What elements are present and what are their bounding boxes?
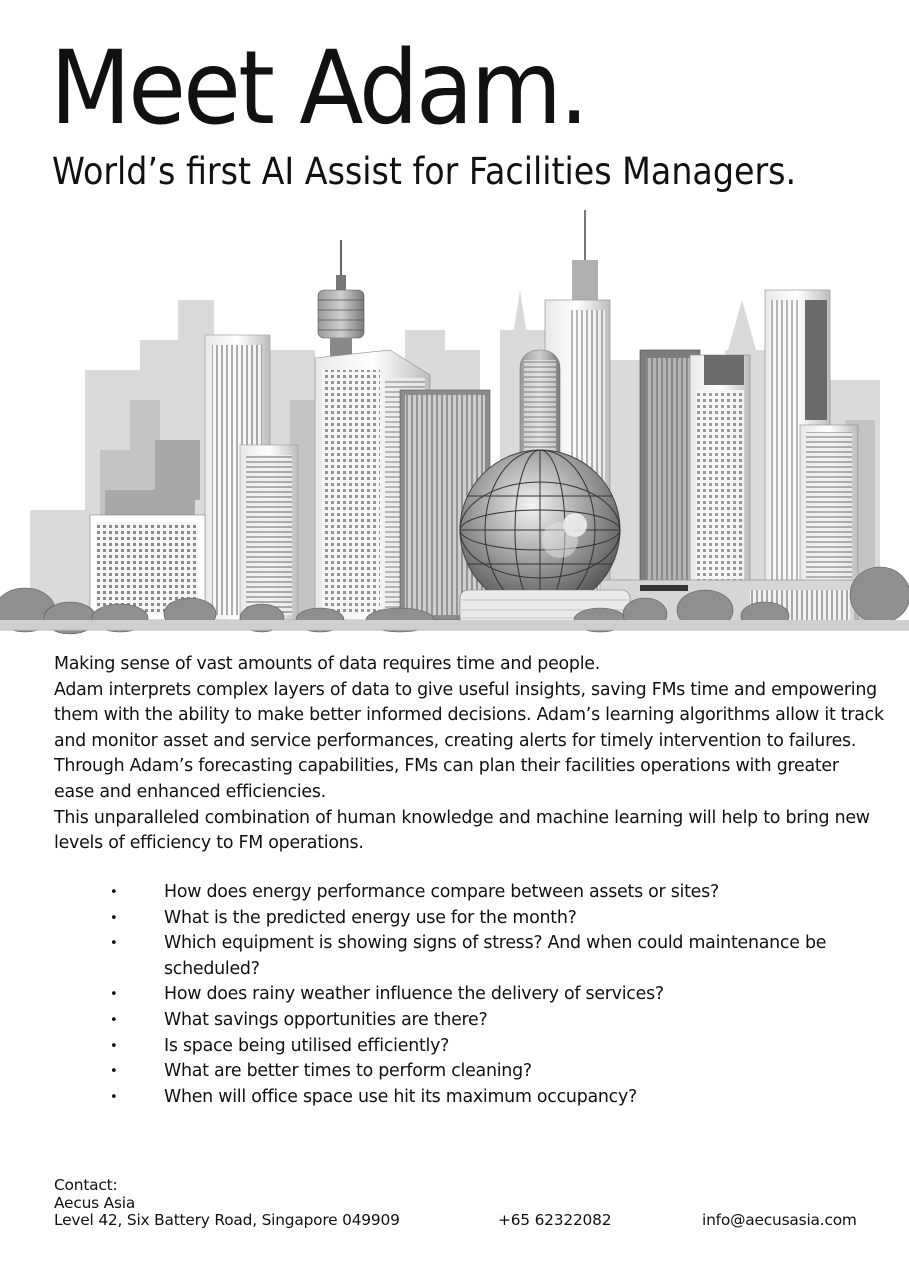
- list-item: • Is space being utilised efficiently?: [54, 1034, 854, 1060]
- intro-paragraph: This unparalleled combination of human knowledge and machine learning will help to bring new levels of efficiency to FM operations.: [54, 807, 870, 854]
- page-title: Meet Adam.: [50, 29, 587, 148]
- list-item: • Which equipment is showing signs of stress? And when could maintenance be scheduled?: [54, 931, 854, 982]
- intro-paragraph: Adam interprets complex layers of data to give useful insights, saving FMs time and empowering them with the ability to make better informed decisions. Adam’s learning algorithms allow it track and monitor asset and service performances, creating alerts for timely intervention to failures. Through Adam’s forecasting capabilities, FMs can plan their facilities operations with greater ease and enhanced efficiencies.: [54, 679, 884, 802]
- page-subtitle: World’s first AI Assist for Facilities Managers.: [52, 150, 797, 193]
- contact-email: info@aecusasia.com: [702, 1211, 857, 1229]
- list-item: • What savings opportunities are there?: [54, 1008, 854, 1034]
- question-list: [54, 880, 854, 1110]
- list-item: • What are better times to perform cleaning?: [54, 1059, 854, 1085]
- list-item: • When will office space use hit its maximum occupancy?: [54, 1085, 854, 1111]
- contact-address: Level 42, Six Battery Road, Singapore 049909: [54, 1211, 400, 1229]
- contact-company: Aecus Asia: [54, 1193, 136, 1212]
- list-item: • What is the predicted energy use for the month?: [54, 906, 854, 932]
- contact-phone: +65 62322082: [498, 1211, 612, 1229]
- list-item: • How does rainy weather influence the delivery of services?: [54, 982, 854, 1008]
- contact-label: Contact:: [54, 1176, 118, 1194]
- contact-block: [54, 1177, 864, 1230]
- intro-paragraph: Making sense of vast amounts of data requires time and people.: [54, 654, 601, 674]
- intro-text: [54, 652, 884, 857]
- list-item: • How does energy performance compare between assets or sites?: [54, 880, 854, 906]
- city-skyline-illustration: [0, 200, 909, 640]
